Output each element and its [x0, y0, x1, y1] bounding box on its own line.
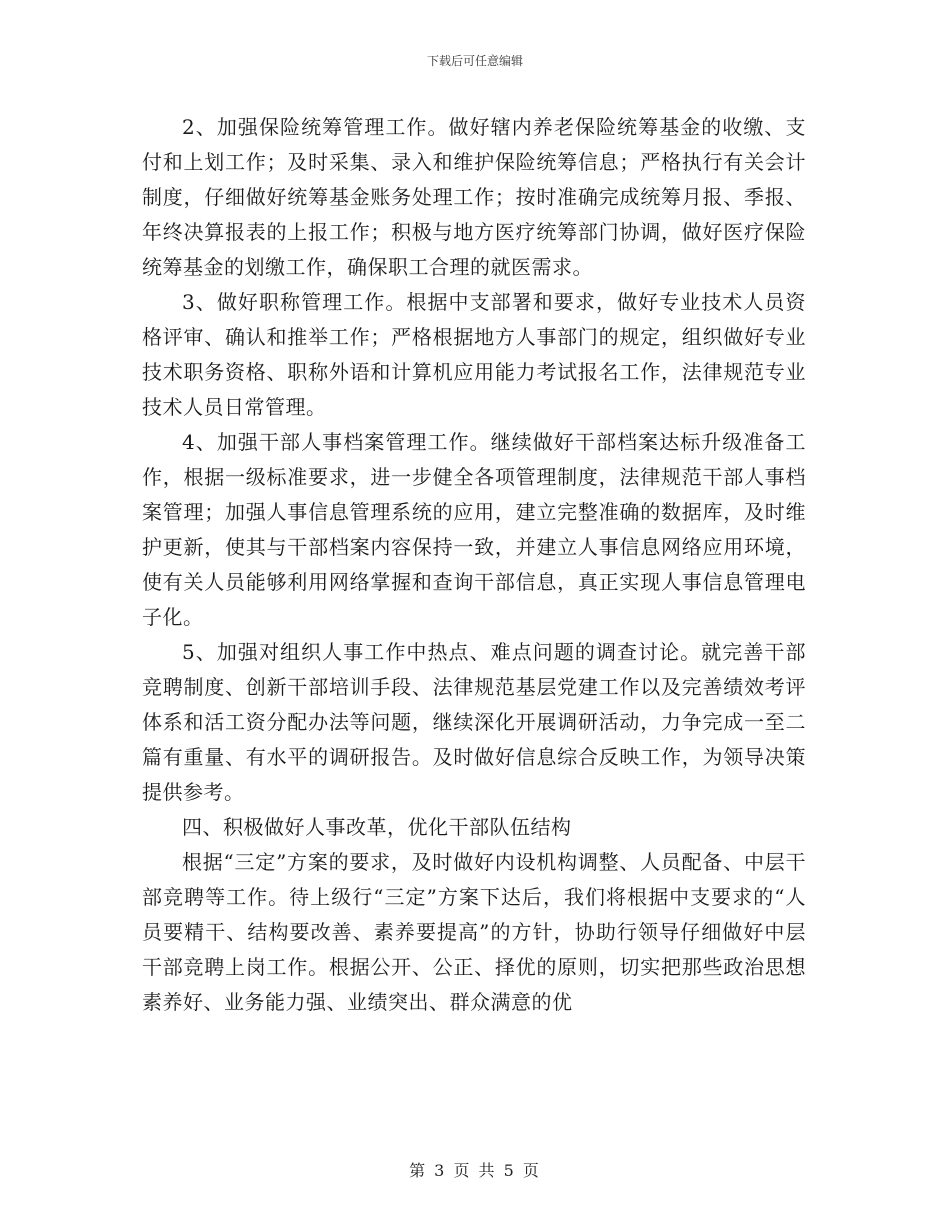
paragraph-insurance: 2、加强保险统筹管理工作。做好辖内养老保险统筹基金的收缴、支付和上划工作；及时采集、录入和维护保险统筹信息；严格执行有关会计制度，仔细做好统筹基金账务处理工作；按时准确完成统筹月报、季报、年终决算报表的上报工作；积极与地方医疗统筹部门协调，做好医疗保险统筹基金的划缴工作，确保职工合理的就医需求。: [142, 115, 806, 279]
paragraph-reform: 根据“三定”方案的要求，及时做好内设机构调整、人员配备、中层干部竞聘等工作。待上级行“三定”方案下达后，我们将根据中支要求的“人员要精干、结构要改善、素养要提高”的方针，协助行领导仔细做好中层干部竞聘上岗工作。根据公开、公正、择优的原则，切实把那些政治思想素养好、业务能力强、业绩突出、群众满意的优: [142, 850, 806, 1014]
page-header: 下载后可任意编辑: [426, 54, 523, 68]
document-body: [142, 110, 806, 1020]
paragraph-title-management: 3、做好职称管理工作。根据中支部署和要求，做好专业技术人员资格评审、确认和推举工作；严格根据地方人事部门的规定，组织做好专业技术职务资格、职称外语和计算机应用能力考试报名工作，法律规范专业技术人员日常管理。: [142, 290, 806, 419]
paragraph-archives: 4、加强干部人事档案管理工作。继续做好干部档案达标升级准备工作，根据一级标准要求，进一步健全各项管理制度，法律规范干部人事档案管理；加强人事信息管理系统的应用，建立完整准确的数据库，及时维护更新，使其与干部档案内容保持一致，并建立人事信息网络应用环境，使有关人员能够利用网络掌握和查询干部信息，真正实现人事信息管理电子化。: [142, 430, 806, 629]
paragraph-research: 5、加强对组织人事工作中热点、难点问题的调查讨论。就完善干部竞聘制度、创新干部培训手段、法律规范基层党建工作以及完善绩效考评体系和活工资分配办法等问题，继续深化开展调研活动，力争完成一至二篇有重量、有水平的调研报告。及时做好信息综合反映工作，为领导决策提供参考。: [142, 640, 806, 804]
section-heading-four: 四、积极做好人事改革，优化干部队伍结构: [182, 815, 572, 839]
page-footer: 第 3 页 共 5 页: [409, 1161, 541, 1180]
